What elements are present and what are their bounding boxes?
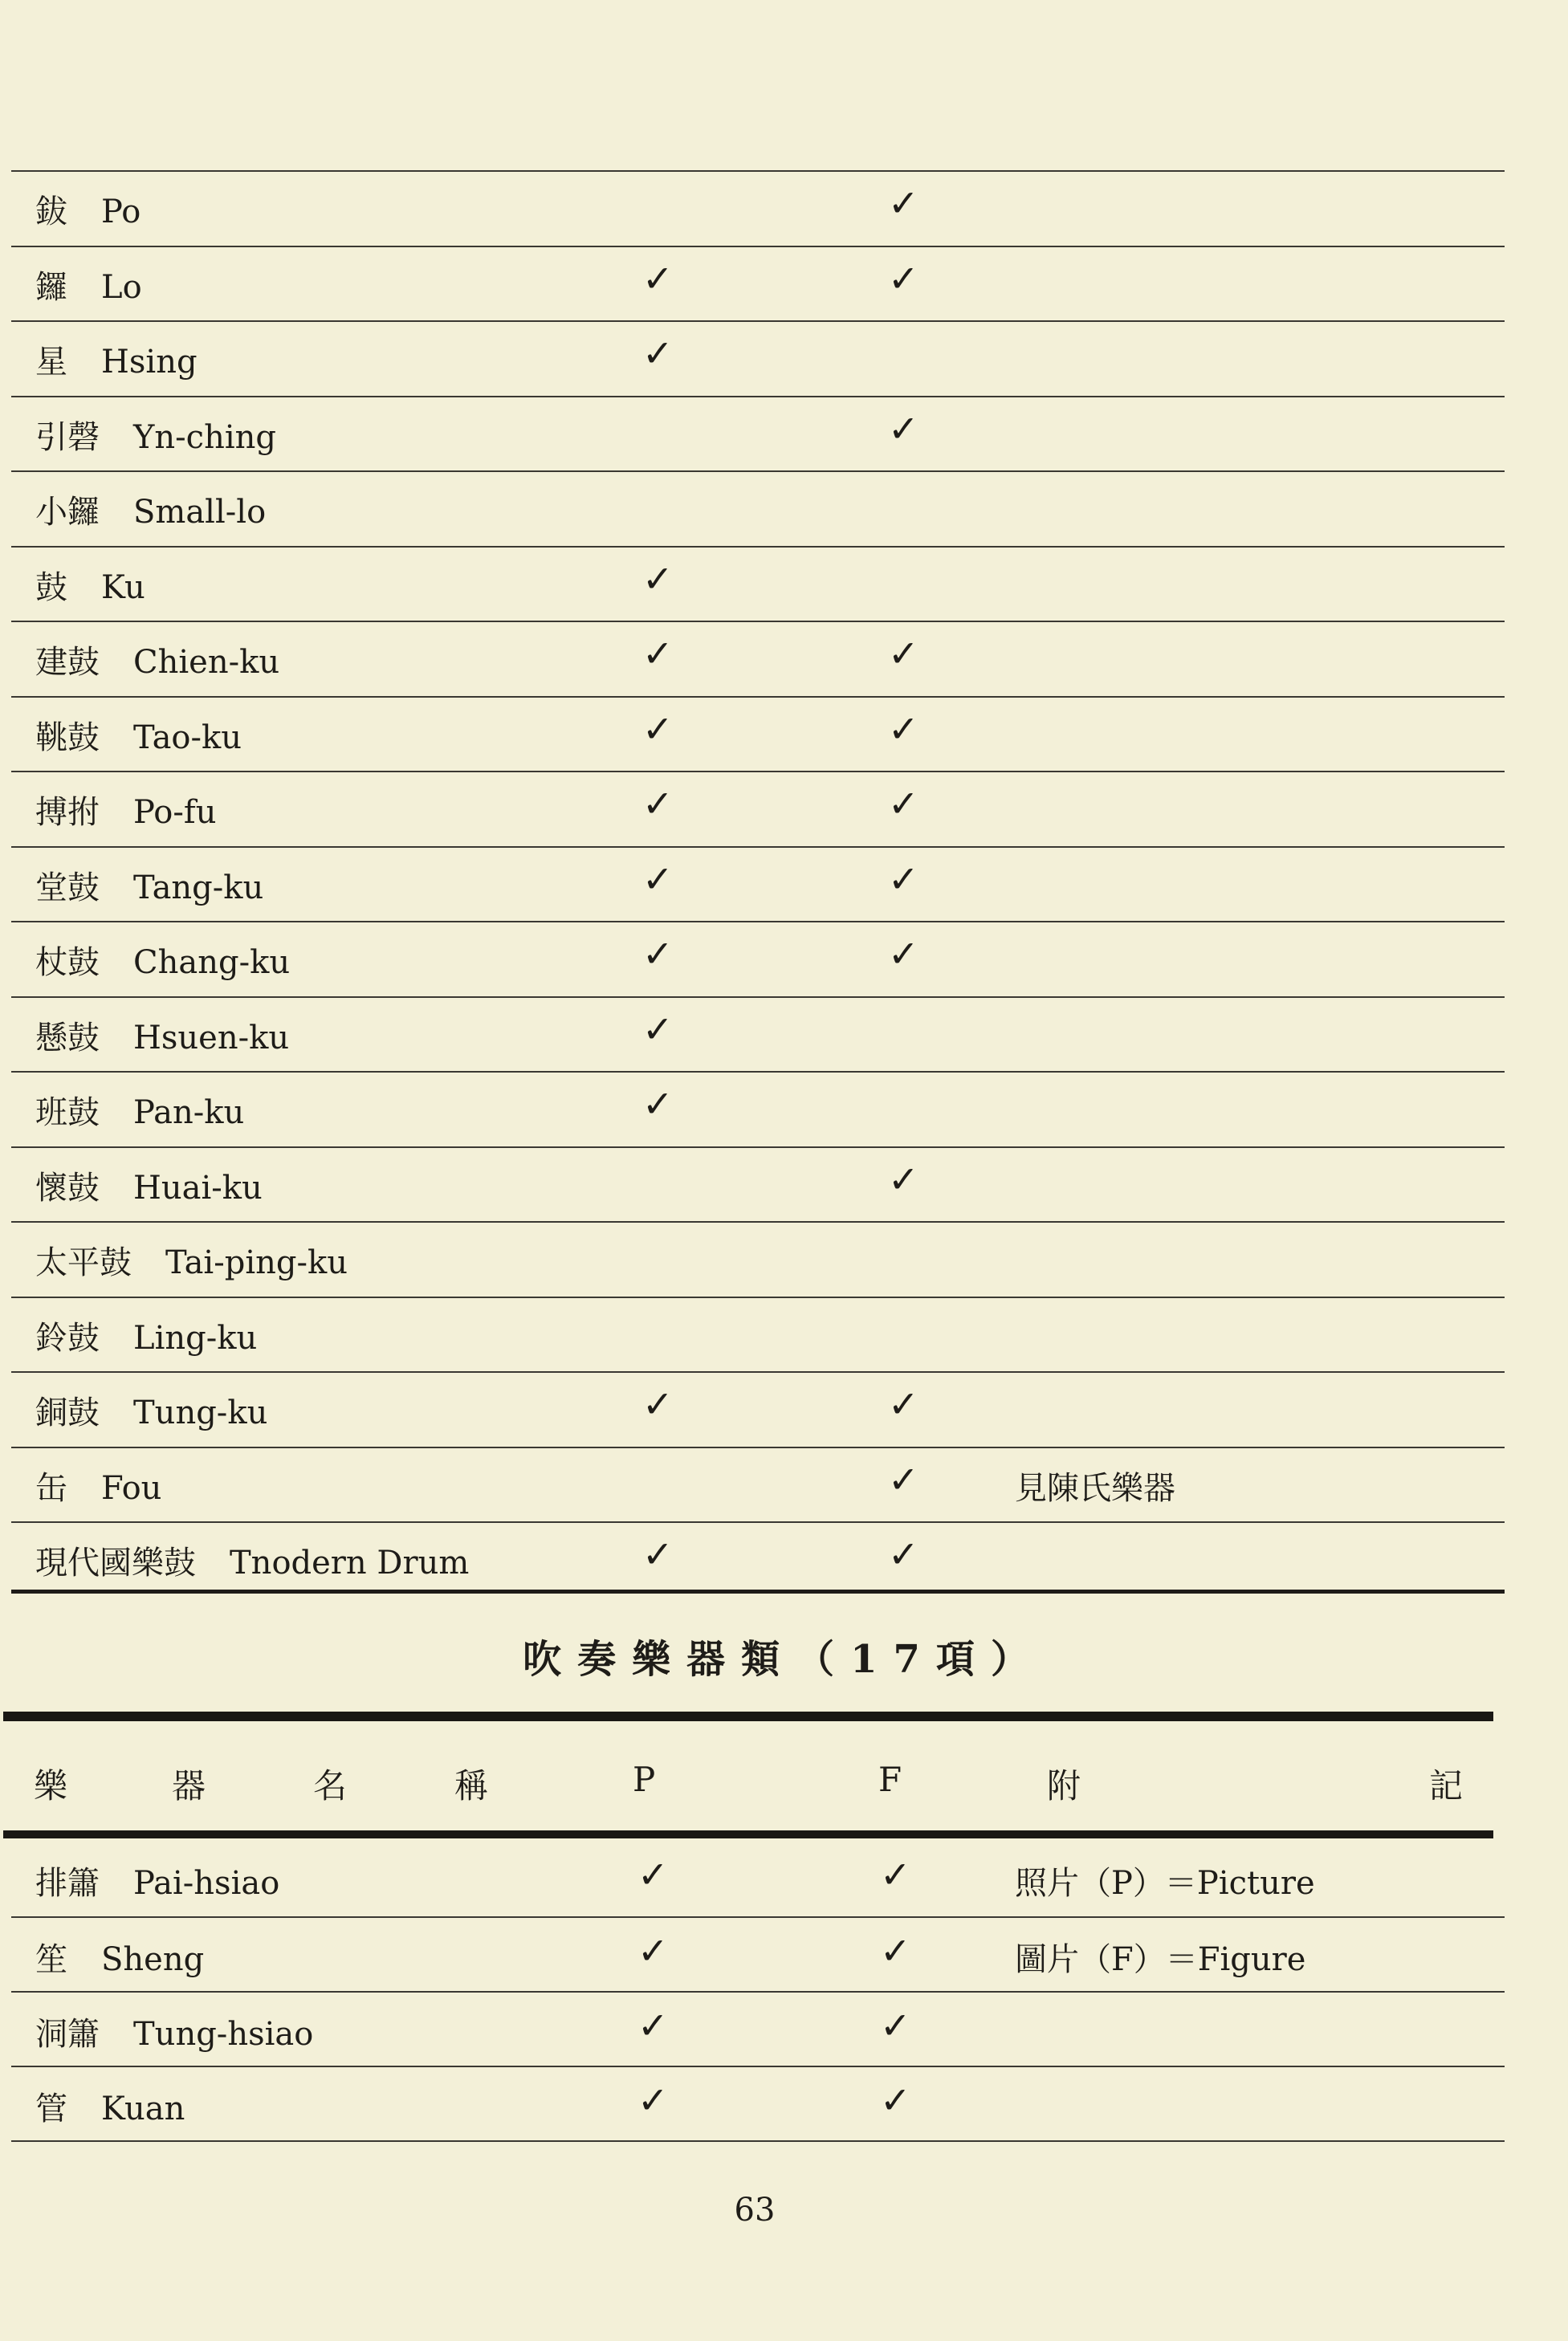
page-number: 63 bbox=[734, 2192, 776, 2229]
figure-checkmark: ✓ bbox=[888, 256, 919, 300]
instrument-chinese-name: 班鼓 bbox=[35, 1094, 100, 1131]
figure-checkmark: ✓ bbox=[880, 1929, 911, 1973]
instrument-chinese-name: 洞簫 bbox=[35, 2016, 100, 2053]
table-row bbox=[11, 1991, 1505, 2067]
table-row bbox=[11, 396, 1505, 473]
instrument-romanized-name: Tang-ku bbox=[133, 869, 264, 906]
header-name-char: 樂 bbox=[34, 1766, 68, 1806]
table-row bbox=[11, 246, 1505, 323]
instrument-chinese-name: 銅鼓 bbox=[35, 1394, 100, 1431]
row-note: 照片（P）＝Picture bbox=[1015, 1865, 1315, 1902]
table-row bbox=[11, 771, 1505, 848]
table-row bbox=[11, 1447, 1505, 1524]
figure-checkmark: ✓ bbox=[880, 1853, 911, 1896]
instrument-chinese-name: 笙 bbox=[35, 1941, 67, 1978]
picture-checkmark: ✓ bbox=[642, 857, 674, 901]
instrument-name bbox=[35, 1012, 289, 1058]
instrument-name bbox=[35, 862, 263, 908]
header-name-char: 名 bbox=[313, 1766, 348, 1806]
instrument-romanized-name: Hsing bbox=[101, 344, 198, 381]
figure-checkmark: ✓ bbox=[888, 1157, 919, 1201]
instrument-chinese-name: 排簫 bbox=[35, 1865, 100, 1902]
picture-checkmark: ✓ bbox=[642, 782, 674, 825]
instrument-name bbox=[35, 787, 216, 833]
figure-checkmark: ✓ bbox=[888, 782, 919, 825]
header-p: P bbox=[633, 1760, 656, 1799]
instrument-romanized-name: Pai-hsiao bbox=[133, 1865, 280, 1902]
instrument-name bbox=[35, 2083, 185, 2129]
header-note-start: 附 bbox=[1047, 1766, 1081, 1806]
instrument-chinese-name: 懷鼓 bbox=[35, 1169, 100, 1207]
table-row bbox=[11, 1146, 1505, 1223]
picture-checkmark: ✓ bbox=[642, 1007, 674, 1051]
table-row bbox=[11, 320, 1505, 397]
figure-checkmark: ✓ bbox=[888, 632, 919, 675]
instrument-chinese-name: 太平鼓 bbox=[35, 1244, 132, 1281]
table-row bbox=[11, 846, 1505, 923]
instrument-chinese-name: 懸鼓 bbox=[35, 1019, 100, 1057]
picture-checkmark: ✓ bbox=[642, 1382, 674, 1426]
picture-checkmark: ✓ bbox=[642, 1082, 674, 1126]
picture-checkmark: ✓ bbox=[642, 706, 674, 751]
picture-checkmark: ✓ bbox=[642, 556, 674, 601]
table-bottom-rule bbox=[11, 1590, 1505, 1594]
instrument-name bbox=[35, 637, 279, 682]
instrument-name bbox=[35, 487, 266, 532]
table-row bbox=[11, 470, 1505, 548]
header-note-end: 記 bbox=[1429, 1766, 1464, 1806]
row-note: 圖片（F）＝Figure bbox=[1015, 1941, 1306, 1978]
instrument-chinese-name: 小鑼 bbox=[35, 494, 100, 531]
instrument-romanized-name: Tung-ku bbox=[133, 1394, 268, 1431]
instrument-chinese-name: 鈴鼓 bbox=[35, 1319, 100, 1357]
instrument-romanized-name: Kuan bbox=[101, 2091, 185, 2127]
table-row bbox=[11, 1916, 1505, 1993]
instrument-name bbox=[35, 1237, 348, 1283]
instrument-romanized-name: Ku bbox=[101, 568, 145, 606]
instrument-chinese-name: 管 bbox=[35, 2091, 67, 2127]
instrument-romanized-name: Pan-ku bbox=[133, 1094, 245, 1131]
instrument-romanized-name: Tung-hsiao bbox=[133, 2016, 314, 2053]
instrument-name bbox=[35, 1162, 263, 1208]
instrument-name bbox=[35, 186, 141, 232]
table-row bbox=[11, 621, 1505, 698]
instrument-name bbox=[35, 412, 276, 458]
instrument-chinese-name: 現代國樂鼓 bbox=[35, 1545, 196, 1582]
picture-checkmark: ✓ bbox=[637, 2078, 669, 2122]
instrument-name bbox=[35, 1537, 469, 1583]
header-name-char: 器 bbox=[172, 1766, 206, 1806]
table-row bbox=[11, 1521, 1505, 1598]
instrument-chinese-name: 搏拊 bbox=[35, 794, 100, 831]
figure-checkmark: ✓ bbox=[888, 706, 919, 751]
instrument-romanized-name: Sheng bbox=[101, 1941, 205, 1978]
picture-checkmark: ✓ bbox=[637, 1853, 669, 1896]
table-row bbox=[11, 696, 1505, 773]
picture-checkmark: ✓ bbox=[637, 2004, 669, 2047]
instrument-romanized-name: Chang-ku bbox=[133, 944, 291, 981]
header-f: F bbox=[878, 1760, 902, 1799]
picture-checkmark: ✓ bbox=[642, 932, 674, 975]
instrument-romanized-name: Lo bbox=[101, 268, 142, 306]
section-title: 吹奏樂器類（17項） bbox=[523, 1637, 1045, 1682]
instrument-name bbox=[35, 1087, 244, 1133]
instrument-chinese-name: 杖鼓 bbox=[35, 944, 100, 981]
table-row bbox=[11, 170, 1505, 247]
instrument-romanized-name: Fou bbox=[101, 1469, 162, 1507]
table-end-rule bbox=[11, 2140, 1505, 2142]
figure-checkmark: ✓ bbox=[888, 1382, 919, 1426]
table-row bbox=[11, 996, 1505, 1073]
instrument-romanized-name: Po bbox=[101, 193, 141, 230]
table-row bbox=[11, 546, 1505, 623]
instrument-name bbox=[35, 562, 145, 608]
figure-checkmark: ✓ bbox=[888, 1457, 919, 1501]
row-note: 見陳氏樂器 bbox=[1015, 1469, 1175, 1507]
instrument-name bbox=[35, 712, 242, 758]
instrument-chinese-name: 鑼 bbox=[35, 268, 67, 306]
instrument-name bbox=[35, 2009, 313, 2054]
table-row bbox=[11, 1221, 1505, 1298]
instrument-name bbox=[35, 1934, 204, 1980]
instrument-name bbox=[35, 1313, 257, 1358]
instrument-chinese-name: 引磬 bbox=[35, 418, 100, 456]
table-row bbox=[11, 921, 1505, 998]
picture-checkmark: ✓ bbox=[642, 256, 674, 300]
figure-checkmark: ✓ bbox=[888, 181, 919, 225]
instrument-chinese-name: 鞉鼓 bbox=[35, 719, 100, 756]
instrument-name bbox=[35, 937, 290, 983]
instrument-romanized-name: Ling-ku bbox=[133, 1319, 258, 1357]
header-top-rule bbox=[3, 1712, 1493, 1721]
figure-checkmark: ✓ bbox=[888, 857, 919, 901]
instrument-romanized-name: Huai-ku bbox=[133, 1169, 263, 1207]
instrument-chinese-name: 堂鼓 bbox=[35, 869, 100, 906]
figure-checkmark: ✓ bbox=[888, 1533, 919, 1576]
instrument-name bbox=[35, 262, 142, 307]
instrument-chinese-name: 星 bbox=[35, 344, 67, 381]
table-row bbox=[11, 2066, 1505, 2142]
instrument-chinese-name: 缶 bbox=[35, 1469, 67, 1507]
instrument-romanized-name: Po-fu bbox=[133, 794, 217, 831]
picture-checkmark: ✓ bbox=[642, 1533, 674, 1576]
instrument-romanized-name: Small-lo bbox=[133, 494, 267, 531]
instrument-romanized-name: Hsuen-ku bbox=[133, 1019, 290, 1057]
instrument-romanized-name: Tao-ku bbox=[133, 719, 242, 756]
instrument-romanized-name: Chien-ku bbox=[133, 644, 280, 681]
instrument-name bbox=[35, 1387, 267, 1433]
instrument-romanized-name: Tnodern Drum bbox=[230, 1545, 470, 1582]
instrument-chinese-name: 建鼓 bbox=[35, 644, 100, 681]
figure-checkmark: ✓ bbox=[880, 2078, 911, 2122]
picture-checkmark: ✓ bbox=[637, 1929, 669, 1973]
header-name-char: 稱 bbox=[454, 1766, 489, 1806]
instrument-chinese-name: 鈸 bbox=[35, 193, 67, 230]
figure-checkmark: ✓ bbox=[880, 2004, 911, 2047]
table-row bbox=[11, 1297, 1505, 1374]
figure-checkmark: ✓ bbox=[888, 932, 919, 975]
figure-checkmark: ✓ bbox=[888, 406, 919, 450]
table-row bbox=[11, 1842, 1505, 1916]
instrument-romanized-name: Tai-ping-ku bbox=[165, 1244, 348, 1281]
table-row bbox=[11, 1071, 1505, 1148]
instrument-chinese-name: 鼓 bbox=[35, 568, 67, 606]
header-bottom-rule bbox=[3, 1830, 1493, 1838]
picture-checkmark: ✓ bbox=[642, 332, 674, 375]
instrument-name bbox=[35, 1858, 279, 1903]
instrument-romanized-name: Yn-ching bbox=[133, 418, 277, 456]
table-row bbox=[11, 1371, 1505, 1448]
instrument-name bbox=[35, 336, 198, 382]
instrument-name bbox=[35, 1463, 161, 1508]
picture-checkmark: ✓ bbox=[642, 632, 674, 675]
